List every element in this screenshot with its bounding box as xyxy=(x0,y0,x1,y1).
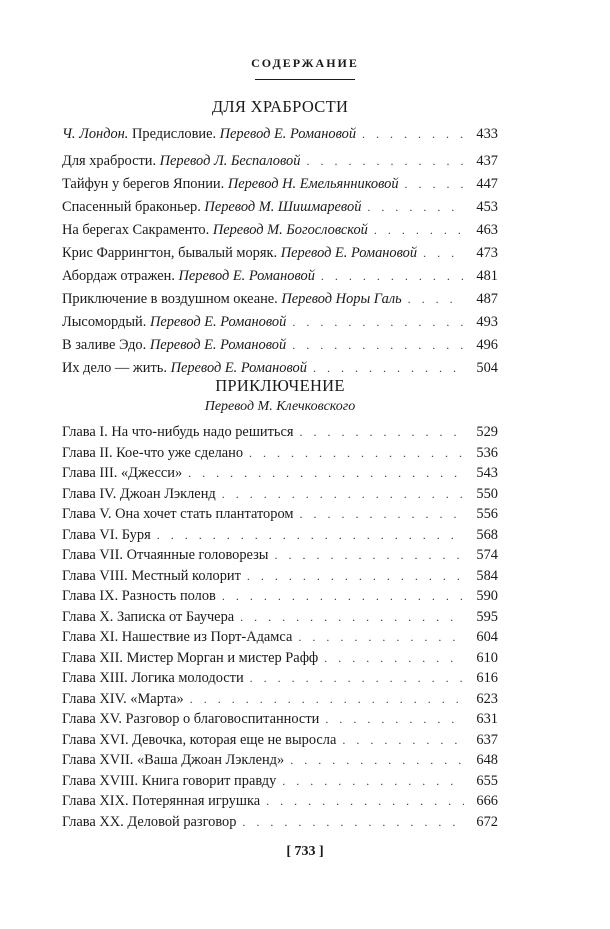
entry-work-title: На берегах Сакраменто. xyxy=(62,222,213,238)
entry-title xyxy=(62,242,417,265)
entry-work-title: Тайфун у берегов Японии. xyxy=(62,176,228,192)
entry-page-number: 487 xyxy=(476,291,498,307)
leader-dots xyxy=(405,173,464,196)
entry-title xyxy=(62,150,300,173)
toc-entry xyxy=(62,504,498,525)
entry-page-number: 447 xyxy=(476,176,498,192)
leader-dots xyxy=(367,196,464,219)
entry-title xyxy=(62,173,399,196)
entry-page-number: 550 xyxy=(476,485,498,502)
leader-dots xyxy=(324,648,464,669)
toc-entry xyxy=(62,730,498,751)
entry-page-number: 637 xyxy=(476,731,498,748)
toc-entry xyxy=(62,422,498,443)
entry-work-title: Лысомордый. xyxy=(62,314,150,330)
entry-title xyxy=(62,311,286,334)
entry-page-number: 493 xyxy=(476,314,498,330)
toc-entry xyxy=(62,607,498,628)
entry-translator: Перевод М. Шишмаревой xyxy=(204,199,362,215)
toc-entry xyxy=(62,525,498,546)
page-number: [ 733 ] xyxy=(286,844,324,859)
toc-entry xyxy=(62,750,498,771)
leader-dots xyxy=(247,566,464,587)
toc-entry xyxy=(62,566,498,587)
toc-entry xyxy=(62,219,498,242)
entry-translator: Перевод М. Богословской xyxy=(212,222,368,238)
chapter-title: Глава XII. Мистер Морган и мистер Рафф xyxy=(62,649,319,666)
entry-title xyxy=(62,123,356,146)
entry-work-title: Абордаж отражен. xyxy=(62,268,179,284)
toc-entry xyxy=(62,709,498,730)
chapter-title: Глава VII. Отчаянные головорезы xyxy=(62,547,269,563)
section-title: ПРИКЛЮЧЕНИЕ xyxy=(215,376,345,395)
chapter-title: Глава V. Она хочет стать плантатором xyxy=(62,506,294,522)
entry-page-number: 672 xyxy=(476,813,498,830)
entry-page-number: 481 xyxy=(476,268,498,284)
toc-entry xyxy=(62,484,498,505)
entry-page-number: 666 xyxy=(476,793,498,809)
chapter-title: Глава II. Кое-что уже сделано xyxy=(62,444,244,461)
entry-work-title: Их дело — жить. xyxy=(62,360,171,376)
entry-page-number: 595 xyxy=(476,608,498,625)
entry-title xyxy=(62,334,286,357)
toc-entry xyxy=(62,463,498,484)
entry-page-number: 610 xyxy=(476,649,498,666)
leader-dots xyxy=(222,586,464,607)
leader-dots xyxy=(299,422,464,443)
entry-translator: Перевод Л. Беспаловой xyxy=(159,153,301,169)
page-header xyxy=(0,56,610,80)
entry-page-number: 463 xyxy=(476,222,498,238)
entry-work-title: Предисловие. xyxy=(132,126,220,142)
leader-dots xyxy=(292,311,464,334)
entry-page-number: 473 xyxy=(476,245,498,261)
entry-translator: Перевод Е. Романовой xyxy=(219,126,357,142)
entry-work-title: Для храбрости. xyxy=(62,153,160,169)
entry-page-number: 631 xyxy=(476,711,498,727)
entry-page-number: 536 xyxy=(476,444,498,461)
entry-page-number: 616 xyxy=(476,670,498,686)
toc-entry xyxy=(62,648,498,669)
chapter-title: Глава X. Записка от Баучера xyxy=(62,608,235,625)
toc-entry xyxy=(62,288,498,311)
entry-page-number: 574 xyxy=(476,547,498,563)
leader-dots xyxy=(292,334,464,357)
entry-work-title: Спасенный браконьер. xyxy=(62,199,205,215)
toc-entry xyxy=(62,668,498,689)
leader-dots xyxy=(242,812,464,833)
toc-entry xyxy=(62,265,498,288)
toc-list xyxy=(62,123,498,380)
toc-entry xyxy=(62,812,498,833)
toc-entry xyxy=(62,334,498,357)
entry-page-number: 453 xyxy=(476,199,498,215)
chapter-title: Глава VIII. Местный колорит xyxy=(62,567,241,584)
chapter-title: Глава IV. Джоан Лэкленд xyxy=(62,485,216,502)
section-translator: Перевод М. Клечковского xyxy=(204,399,356,414)
entry-title xyxy=(62,196,361,219)
entry-page-number: 648 xyxy=(476,752,498,768)
section-for-courage xyxy=(62,95,498,380)
entry-page-number: 437 xyxy=(476,153,498,169)
chapter-title: Глава I. На что-нибудь надо решиться xyxy=(62,424,294,440)
entry-page-number: 504 xyxy=(476,360,498,376)
entry-page-number: 655 xyxy=(476,772,498,789)
chapter-title: Глава XV. Разговор о благовоспитанности xyxy=(62,711,320,727)
chapter-title: Глава XVII. «Ваша Джоан Лэкленд» xyxy=(62,752,285,768)
leader-dots xyxy=(188,463,464,484)
toc-entry xyxy=(62,545,498,566)
toc-entry xyxy=(62,627,498,648)
entry-page-number: 496 xyxy=(476,337,498,353)
contents-heading: СОДЕРЖАНИЕ xyxy=(251,56,359,70)
entry-page-number: 543 xyxy=(476,465,498,481)
leader-dots xyxy=(306,150,464,173)
leader-dots xyxy=(408,288,464,311)
entry-page-number: 604 xyxy=(476,629,498,645)
entry-translator: Перевод Норы Галь xyxy=(281,291,402,307)
header-rule xyxy=(255,79,355,80)
entry-work-title: Приключение в воздушном океане. xyxy=(62,291,282,307)
toc-entry xyxy=(62,150,498,173)
leader-dots xyxy=(190,689,464,710)
leader-dots xyxy=(240,607,464,628)
chapter-title: Глава IX. Разность полов xyxy=(62,588,216,604)
chapter-title: Глава XVI. Девочка, которая еще не выросла xyxy=(62,731,337,748)
entry-translator: Перевод Е. Романовой xyxy=(170,360,307,376)
chapter-title: Глава XIV. «Марта» xyxy=(62,690,184,707)
toc-entry xyxy=(62,196,498,219)
toc-entry xyxy=(62,123,498,146)
section-adventure xyxy=(62,374,498,832)
entry-page-number: 529 xyxy=(476,424,498,440)
entry-work-title: В заливе Эдо. xyxy=(62,337,150,353)
entry-translator: Перевод Е. Романовой xyxy=(178,268,315,284)
toc-entry xyxy=(62,586,498,607)
entry-title xyxy=(62,265,315,288)
toc-list xyxy=(62,422,498,832)
chapter-title: Глава XIII. Логика молодости xyxy=(62,670,244,686)
entry-title xyxy=(62,288,402,311)
entry-page-number: 590 xyxy=(476,588,498,604)
toc-entry xyxy=(62,173,498,196)
chapter-title: Глава XX. Деловой разговор xyxy=(62,813,237,830)
entry-translator: Перевод Е. Романовой xyxy=(280,245,418,261)
entry-translator: Перевод Е. Романовой xyxy=(149,314,287,330)
leader-dots xyxy=(423,242,464,265)
chapter-title: Глава III. «Джесси» xyxy=(62,465,183,481)
leader-dots xyxy=(274,545,464,566)
leader-dots xyxy=(325,709,464,730)
toc-entry xyxy=(62,689,498,710)
entry-title xyxy=(62,219,368,242)
leader-dots xyxy=(321,265,464,288)
chapter-title: Глава XVIII. Книга говорит правду xyxy=(62,772,277,789)
leader-dots xyxy=(299,504,464,525)
chapter-title: Глава XIX. Потерянная игрушка xyxy=(62,793,261,809)
leader-dots xyxy=(222,484,464,505)
entry-author: Ч. Лондон. xyxy=(62,126,132,142)
leader-dots xyxy=(249,443,464,464)
entry-page-number: 433 xyxy=(476,126,498,142)
chapter-title: Глава XI. Нашествие из Порт-Адамса xyxy=(62,629,293,645)
entry-page-number: 584 xyxy=(476,567,498,584)
leader-dots xyxy=(282,771,464,792)
leader-dots xyxy=(250,668,464,689)
chapter-title: Глава VI. Буря xyxy=(62,526,151,543)
leader-dots xyxy=(298,627,464,648)
entry-work-title: Крис Фаррингтон, бывалый моряк. xyxy=(62,245,281,261)
toc-entry xyxy=(62,311,498,334)
entry-translator: Перевод Е. Романовой xyxy=(149,337,287,353)
toc-entry xyxy=(62,771,498,792)
entry-page-number: 568 xyxy=(476,526,498,543)
entry-page-number: 623 xyxy=(476,690,498,707)
toc-entry xyxy=(62,443,498,464)
leader-dots xyxy=(266,791,464,812)
toc-entry xyxy=(62,242,498,265)
toc-entry xyxy=(62,791,498,812)
leader-dots xyxy=(157,525,464,546)
leader-dots xyxy=(342,730,464,751)
section-title: ДЛЯ ХРАБРОСТИ xyxy=(211,97,349,116)
leader-dots xyxy=(362,123,464,146)
leader-dots xyxy=(374,219,464,242)
entry-page-number: 556 xyxy=(476,506,498,522)
leader-dots xyxy=(290,750,464,771)
entry-translator: Перевод Н. Емельянниковой xyxy=(227,176,399,192)
